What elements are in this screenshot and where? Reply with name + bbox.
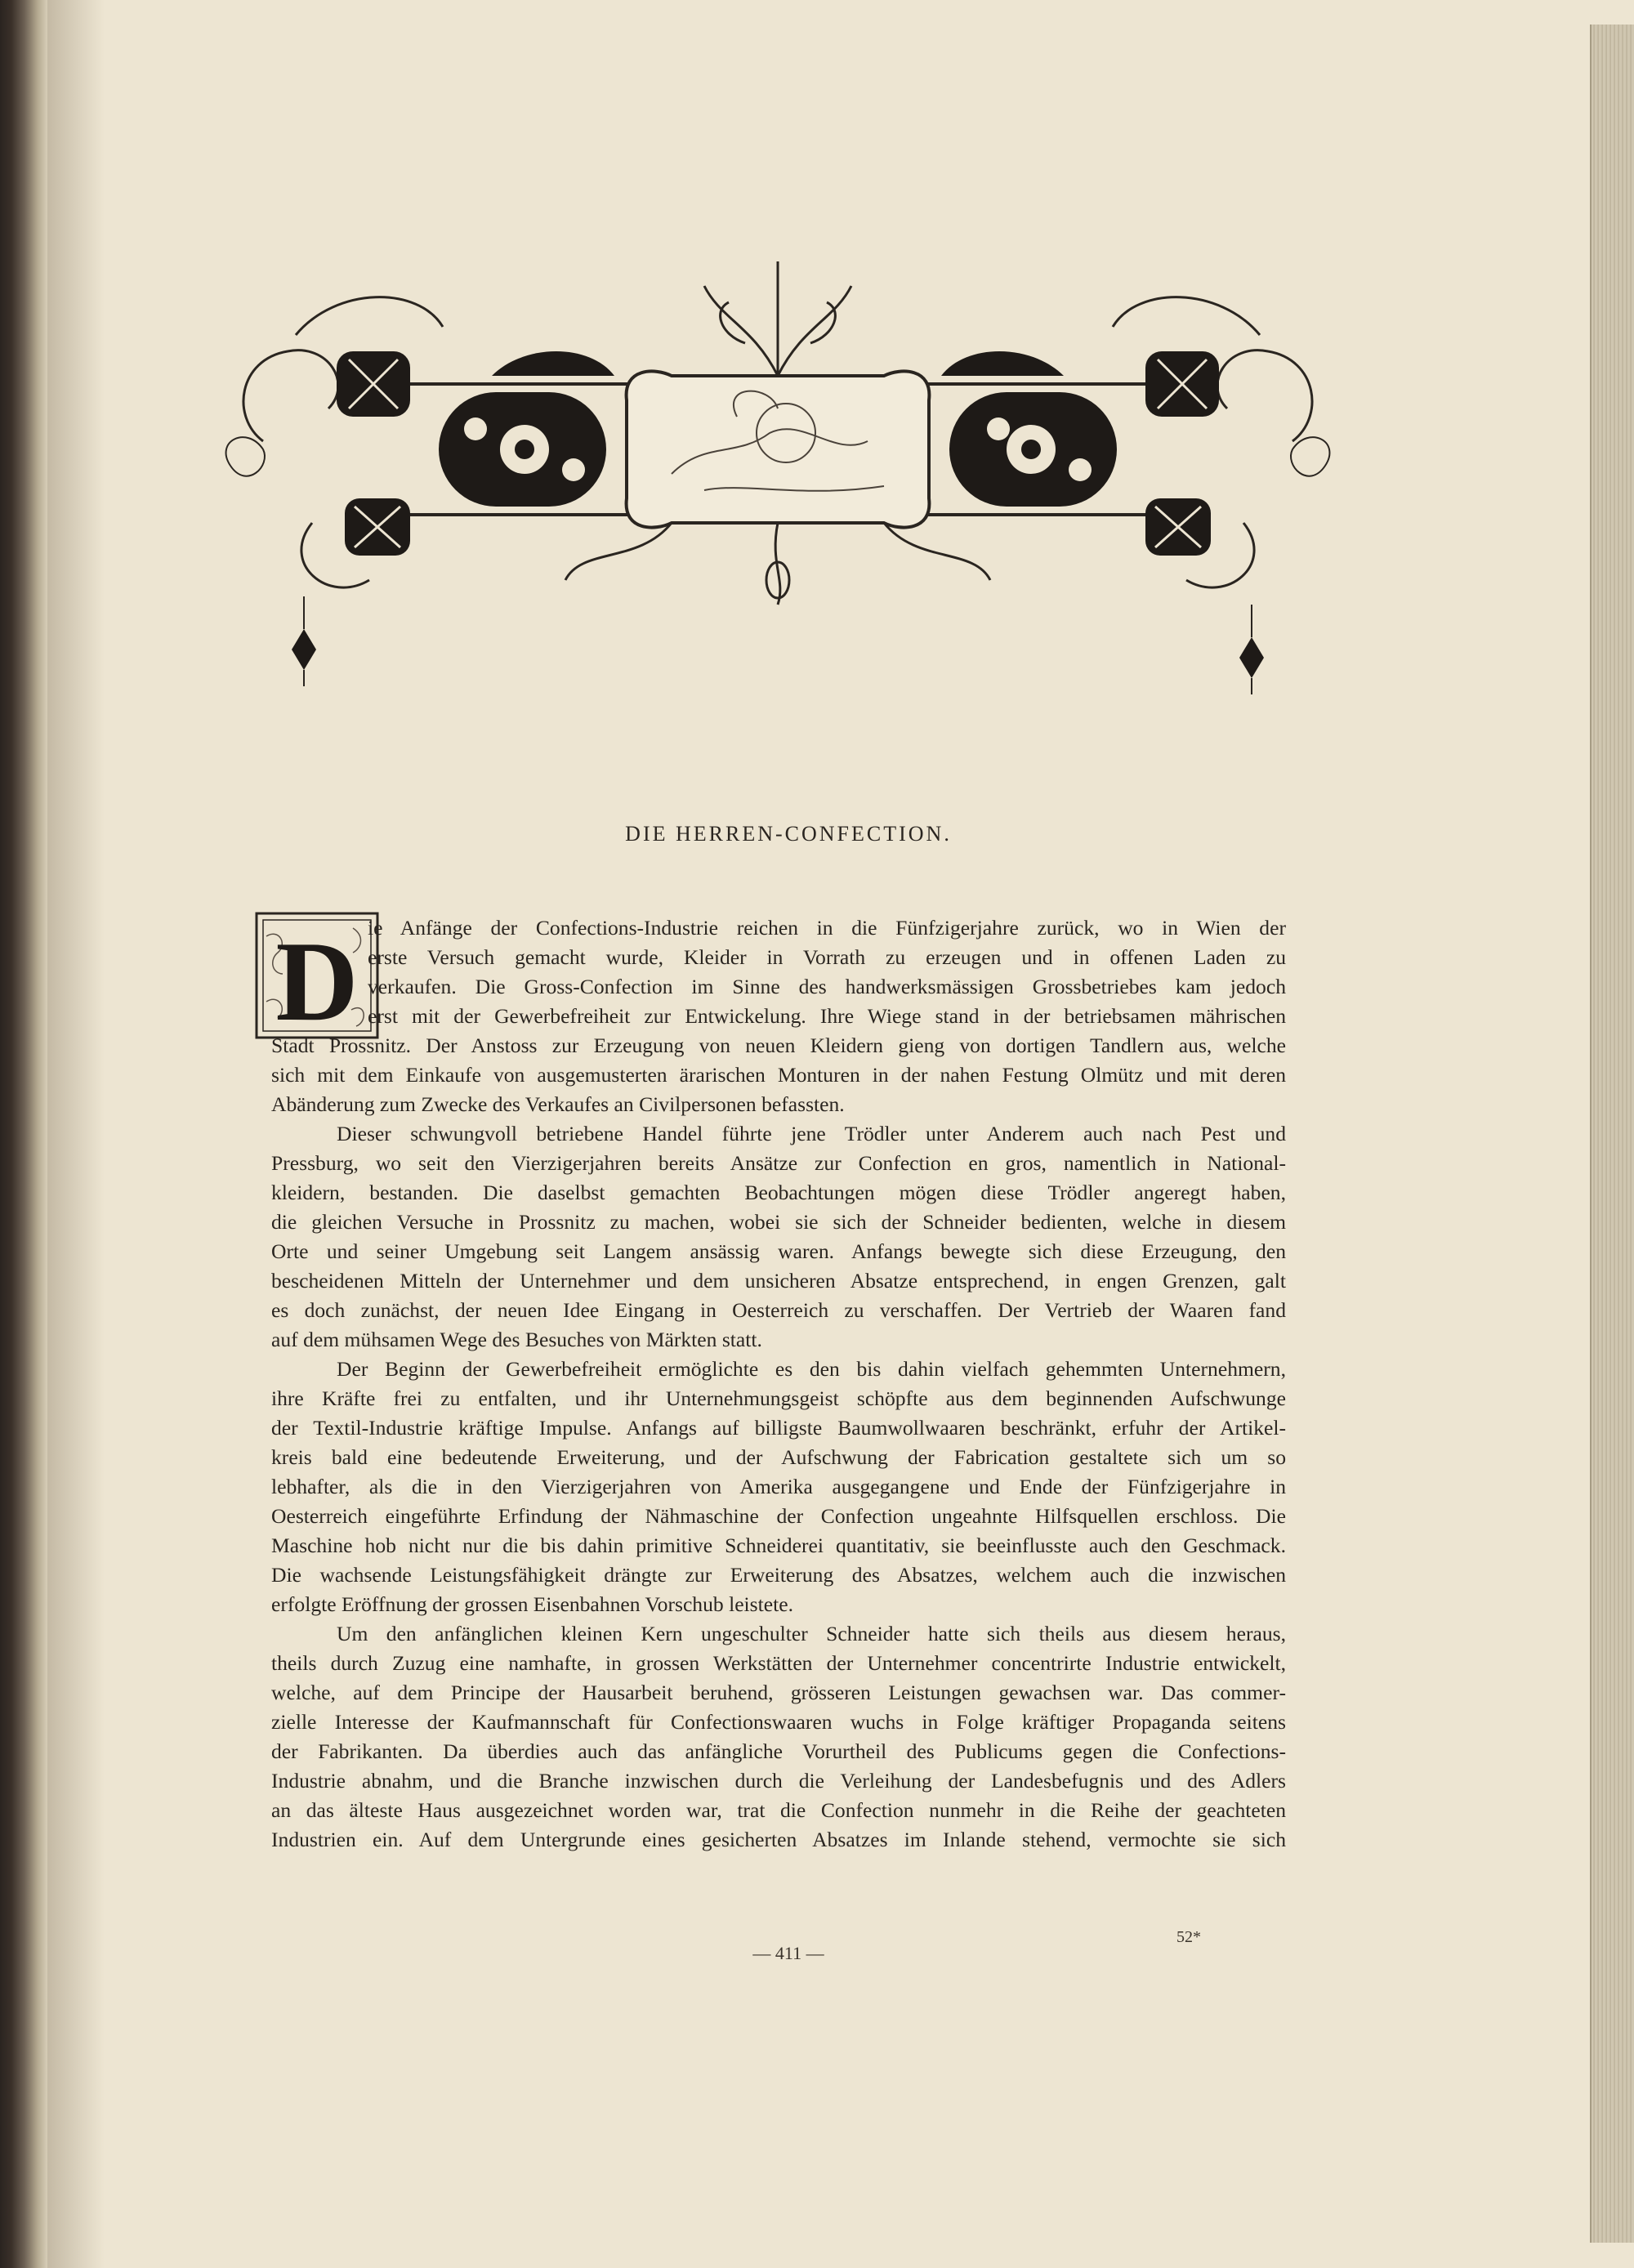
text-line: der Textil-Industrie kräftige Impulse. Anfangs auf billigste Baumwollwaaren beschränkt, erfuhr der Artikel-	[271, 1416, 1286, 1440]
text-line: Um den anfänglichen kleinen Kern ungeschulter Schneider hatte sich theils aus diesem heraus,	[337, 1622, 1286, 1645]
text-line: ihre Kräfte frei zu entfalten, und ihr Unternehmungsgeist schöpfte aus dem beginnenden Aufschwunge	[271, 1386, 1286, 1410]
signature-mark: 52*	[1176, 1928, 1201, 1946]
text-line: Industrien ein. Auf dem Untergrunde eines gesicherten Absatzes im Inlande stehend, vermochte sie sich	[271, 1828, 1286, 1851]
text-line: auf dem mühsamen Wege des Besuches von Märkten statt.	[271, 1328, 762, 1351]
text-line: Industrie abnahm, und die Branche inzwischen durch die Verleihung der Landesbefugnis und des Adlers	[271, 1769, 1286, 1793]
svg-text:D: D	[275, 918, 359, 1039]
text-line: es doch zunächst, der neuen Idee Eingang in Oesterreich zu verschaffen. Der Vertrieb der Waaren fand	[271, 1298, 1286, 1322]
gutter-shadow	[47, 0, 105, 2268]
text-line: Dieser schwungvoll betriebene Handel führte jene Trödler unter Anderem auch nach Pest und	[337, 1122, 1286, 1145]
text-line: erst mit der Gewerbefreiheit zur Entwickelung. Ihre Wiege stand in der betriebsamen mährischen	[368, 1004, 1286, 1028]
text-line: theils durch Zuzug eine namhafte, in grossen Werkstätten der Unternehmer concentrirte Industrie entwickelt,	[271, 1651, 1286, 1675]
chapter-title: DIE HERREN-CONFECTION.	[625, 822, 952, 846]
text-line: an das älteste Haus ausgezeichnet worden war, trat die Confection nunmehr in die Reihe der geachteten	[271, 1798, 1286, 1822]
page-number: — 411 —	[752, 1943, 824, 1963]
text-line: ie Anfänge der Confections-Industrie reichen in die Fünfzigerjahre zurück, wo in Wien der	[368, 916, 1286, 940]
text-line: bescheidenen Mitteln der Unternehmer und dem unsicheren Absatze entsprechend, in engen Grenzen, galt	[271, 1269, 1286, 1292]
page-edges	[1590, 25, 1634, 2243]
text-line: Abänderung zum Zwecke des Verkaufes an Civilpersonen befassten.	[271, 1092, 845, 1116]
text-line: sich mit dem Einkaufe von ausgemusterten ärarischen Monturen in der nahen Festung Olmütz und mit deren	[271, 1063, 1286, 1087]
text-line: verkaufen. Die Gross-Confection im Sinne des handwerksmässigen Grossbetriebes kam jedoch	[368, 975, 1286, 998]
article-body	[271, 913, 1286, 1855]
text-line: kreis bald eine bedeutende Erweiterung, und der Aufschwung der Fabrication gestaltete sich um so	[271, 1445, 1286, 1469]
decorative-headpiece-ornament	[214, 253, 1342, 694]
text-line: erste Versuch gemacht wurde, Kleider in Vorrath zu erzeugen und in offenen Laden zu	[368, 945, 1286, 969]
text-line: Die wachsende Leistungsfähigkeit drängte zur Erweiterung des Absatzes, welchem auch die inzwischen	[271, 1563, 1286, 1587]
book-binding	[0, 0, 47, 2268]
text-line: die gleichen Versuche in Prossnitz zu machen, wobei sie sich der Schneider bedienten, welche in diesem	[271, 1210, 1286, 1234]
text-line: Maschine hob nicht nur die bis dahin primitive Schneiderei quantitativ, sie beeinflusste auch den Geschmack.	[271, 1534, 1286, 1557]
text-line: Stadt Prossnitz. Der Anstoss zur Erzeugung von neuen Kleidern gieng von dortigen Tandlern aus, welche	[271, 1034, 1286, 1057]
text-line: der Fabrikanten. Da überdies auch das anfängliche Vorurtheil des Publicums gegen die Confections-	[271, 1739, 1286, 1763]
text-line: Der Beginn der Gewerbefreiheit ermöglichte es den bis dahin vielfach gehemmten Unternehmern,	[337, 1357, 1286, 1381]
text-line: kleidern, bestanden. Die daselbst gemachten Beobachtungen mögen diese Trödler angeregt haben,	[271, 1181, 1286, 1204]
text-line: lebhafter, als die in den Vierzigerjahren von Amerika ausgegangene und Ende der Fünfzigerjahre in	[271, 1475, 1286, 1498]
text-line: welche, auf dem Principe der Hausarbeit beruhend, grösseren Leistungen gewachsen war. Das commer-	[271, 1681, 1286, 1704]
text-line: zielle Interesse der Kaufmannschaft für Confectionswaaren wuchs in Folge kräftiger Propaganda seitens	[271, 1710, 1286, 1734]
text-line: Oesterreich eingeführte Erfindung der Nähmaschine der Confection ungeahnte Hilfsquellen erschloss. Die	[271, 1504, 1286, 1528]
text-line: Orte und seiner Umgebung seit Langem ansässig waren. Anfangs bewegte sich diese Erzeugung, den	[271, 1239, 1286, 1263]
text-line: Pressburg, wo seit den Vierzigerjahren bereits Ansätze zur Confection en gros, namentlich in National-	[271, 1151, 1286, 1175]
text-line: erfolgte Eröffnung der grossen Eisenbahnen Vorschub leistete.	[271, 1592, 793, 1616]
